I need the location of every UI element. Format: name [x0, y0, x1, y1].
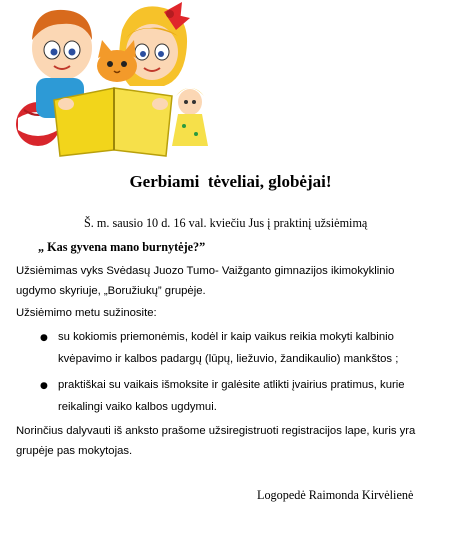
registration-line-2: grupėje pas mokytojas.: [16, 445, 133, 457]
event-name: „ Kas gyvena mano burnytėje?”: [38, 240, 206, 254]
bullet-icon: ●: [40, 333, 48, 343]
book-icon: [54, 88, 172, 156]
bullet-1-line-2: kvėpavimo ir kalbos padargų (lūpų, liežuvio, žandikaulio) mankštos ;: [58, 353, 399, 365]
bullet-2-line-1: praktiškai su vaikais išmoksite ir galėsite atlikti įvairius pratimus, kurie: [58, 379, 405, 391]
bullet-icon: ●: [40, 381, 48, 391]
bullet-2-line-2: reikalingi vaiko kalbos ugdymui.: [58, 401, 217, 413]
doll-icon: [172, 88, 208, 146]
children-reading-illustration: [14, 0, 214, 160]
invite-line: Š. m. sausio 10 d. 16 val. kviečiu Jus į praktinį užsiėmimą: [84, 216, 368, 230]
registration-line-1: Norinčius dalyvauti iš anksto prašome užsiregistruoti registracijos lape, kuris yra: [16, 425, 416, 437]
cat-icon: [97, 40, 137, 82]
learn-intro: Užsiėmimo metu sužinosite:: [16, 307, 157, 319]
page-title: Gerbiami tėveliai, globėjai!: [129, 172, 332, 191]
location-line-1: Užsiėmimas vyks Svėdasų Juozo Tumo- Vaižganto gimnazijos ikimokyklinio: [16, 265, 395, 277]
location-line-2: ugdymo skyriuje, „Boružiukų” grupėje.: [16, 285, 206, 297]
signature: Logopedė Raimonda Kirvėlienė: [257, 488, 414, 502]
bullet-1-line-1: su kokiomis priemonėmis, kodėl ir kaip vaikus reikia mokyti kalbinio: [58, 331, 394, 343]
